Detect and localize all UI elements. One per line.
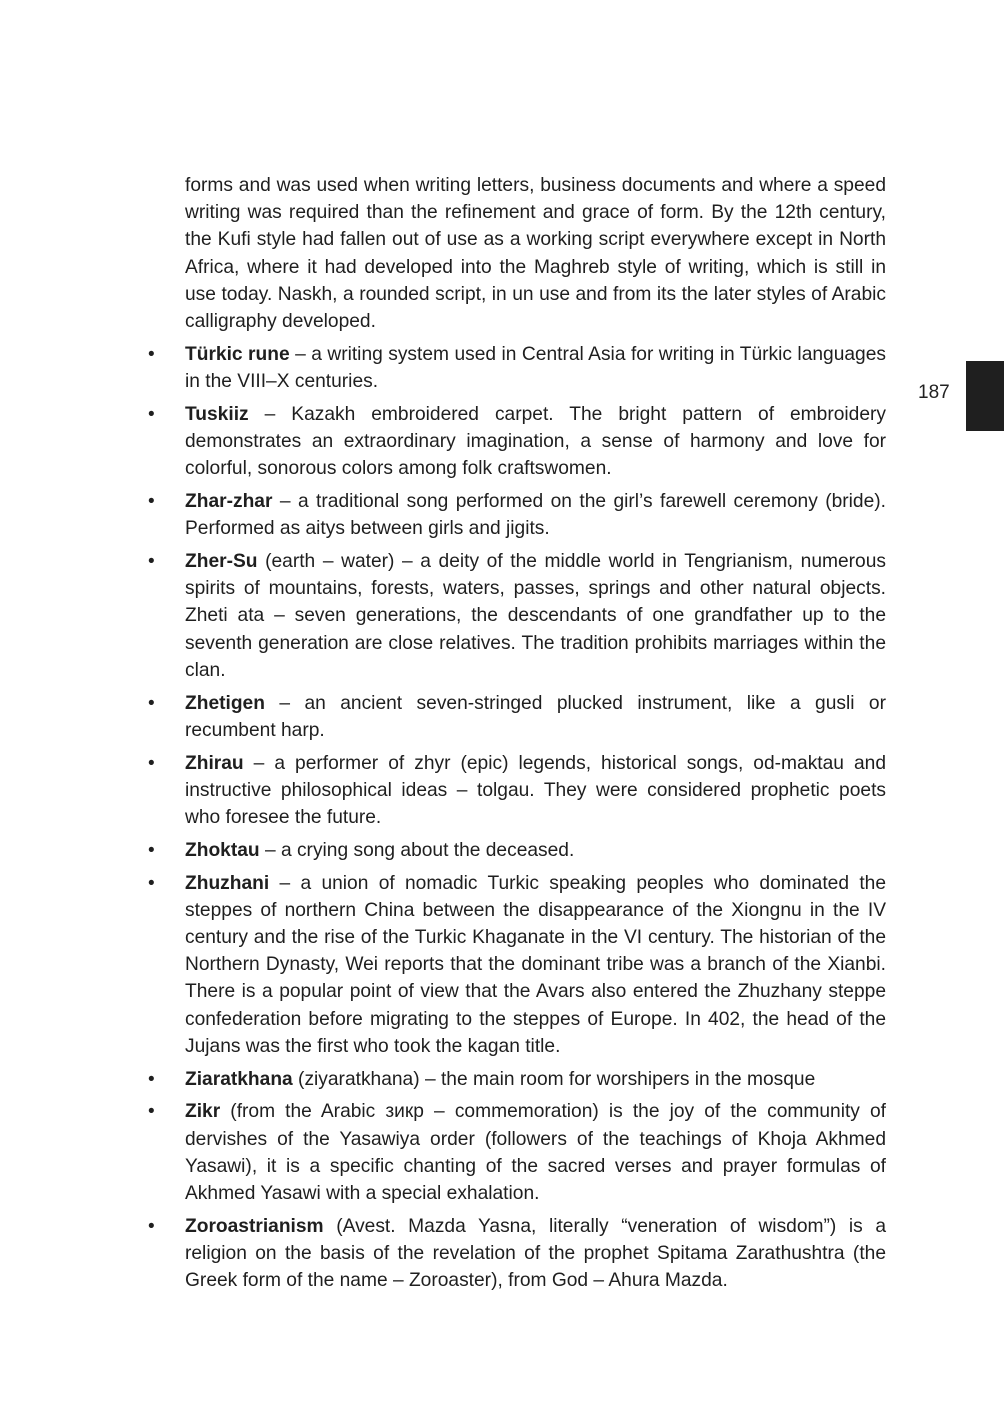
glossary-term: Zhirau (185, 752, 244, 774)
glossary-term: Ziaratkhana (185, 1068, 293, 1090)
glossary-definition: – Kazakh embroidered carpet. The bright pattern of embroidery demonstrates an extraordinary imagination, a sense of harmony and love for colorful, sonorous colors among folk craftswomen. (185, 403, 886, 480)
glossary-term: Zher-Su (185, 551, 258, 573)
glossary-entry (185, 870, 886, 1060)
glossary-entry (185, 1066, 886, 1093)
glossary-entry (185, 690, 886, 744)
glossary-term: Zoroastrianism (185, 1215, 324, 1237)
glossary-definition: – a traditional song performed on the girl’s farewell ceremony (bride). Performed as aitys between girls and jigits. (185, 491, 886, 540)
glossary-entry (185, 488, 886, 542)
intro-paragraph: forms and was used when writing letters, business documents and where a speed writing was required than the refinement and grace of form. By the 12th century, the Kufi style had fallen out of use as a working script everywhere except in North Africa, where it had developed into the Maghreb style of writing, which is still in use today. Naskh, a rounded script, in un use and from its the later styles of Arabic calligraphy developed. (185, 175, 886, 333)
glossary-definition: (Avest. Mazda Yasna, literally “veneration of wisdom”) is a religion on the basis of the revelation of the prophet Spitama Zarathushtra (the Greek form of the name – Zoroaster), from God – Ahura Mazda. (185, 1215, 886, 1292)
page-edge-tab (966, 361, 1004, 431)
page-content (185, 172, 886, 1294)
glossary-term: Türkic rune (185, 343, 290, 365)
page-number: 187 (918, 382, 950, 403)
glossary-definition: (earth – water) – a deity of the middle world in Tengrianism, numerous spirits of mountains, forests, waters, passes, springs and other natural objects. Zheti ata – seven generations, the descendants of one grandfather up to the seventh generation are close relatives. The tradition prohibits marriages within the clan. (185, 551, 886, 681)
glossary-definition: (from the Arabic зикр – commemoration) is the joy of the community of dervishes of the Yasawiya order (followers of the teachings of Khoja Akhmed Yasawi), it is a specific chanting of the sacred verses and prayer formulas of Akhmed Yasawi with a special exhalation. (185, 1101, 886, 1205)
glossary-term: Zhoktau (185, 839, 260, 861)
glossary-entry (185, 837, 886, 864)
glossary-definition: – a crying song about the deceased. (259, 839, 575, 861)
glossary-definition: – a writing system used in Central Asia for writing in Türkic languages in the VIII–X centuries. (185, 343, 886, 393)
glossary-entry (185, 401, 886, 483)
glossary-definition: – a union of nomadic Turkic speaking peoples who dominated the steppes of northern China between the disappearance of the Xiongnu in the IV century and the rise of the Turkic Khaganate in the VI century. The historian of the Northern Dynasty, Wei reports that the dominant tribe was a branch of the Xianbi. There is a popular point of view that the Avars also entered the Zhuzhany steppe confederation before migrating to the steppes of Europe. In 402, the head of the Jujans was the first who took the kagan title. (185, 872, 886, 1057)
glossary-term: Zhetigen (185, 692, 265, 714)
glossary-term: Zhuzhani (185, 872, 270, 894)
glossary-list (185, 341, 886, 1295)
glossary-definition: (ziyaratkhana) – the main room for worshipers in the mosque (292, 1068, 816, 1090)
glossary-entry (185, 750, 886, 832)
glossary-term: Zhar-zhar (185, 491, 273, 513)
glossary-entry (185, 548, 886, 684)
glossary-entry (185, 1213, 886, 1295)
glossary-definition: – a performer of zhyr (epic) legends, historical songs, od-maktau and instructive philosophical ideas – tolgau. They were considered prophetic poets who foresee the future. (185, 752, 886, 829)
glossary-term: Zikr (185, 1101, 221, 1123)
glossary-definition: – an ancient seven-stringed plucked instrument, like a gusli or recumbent harp. (185, 692, 886, 741)
glossary-term: Tuskiiz (185, 403, 249, 425)
glossary-entry (185, 341, 886, 395)
glossary-entry (185, 1098, 886, 1207)
